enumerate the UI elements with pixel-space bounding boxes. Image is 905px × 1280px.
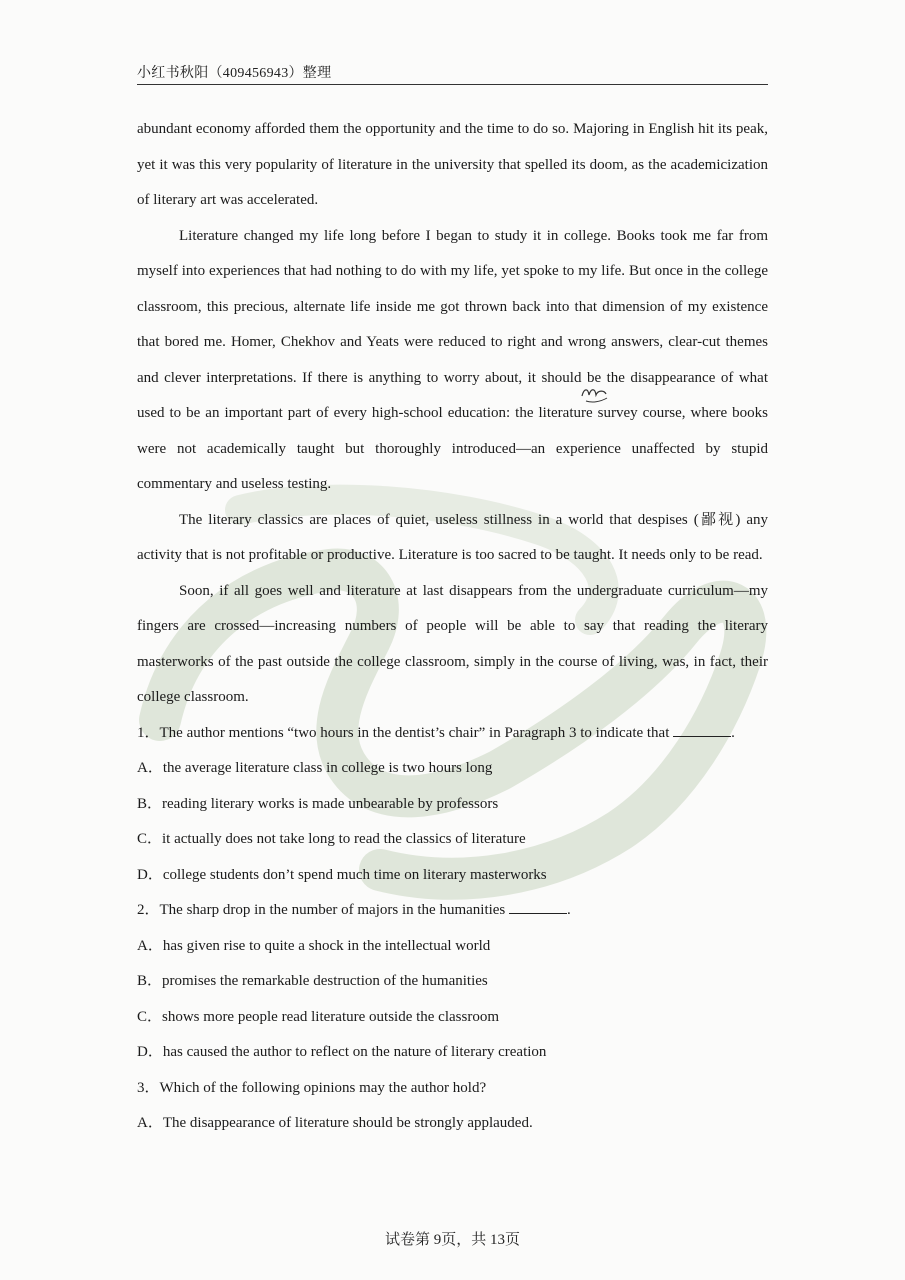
passage-paragraph: Soon, if all goes well and literature at last disappears from the undergraduate curriculum—my fingers are crossed—increasing numbers of people will be able to say that reading the literary masterworks of the past outside the college classroom, simply in the course of living, was, in fact, their college classroom. bbox=[137, 582, 768, 705]
question-1 bbox=[137, 716, 768, 752]
option-letter: C． bbox=[137, 831, 163, 847]
question-number: 2． bbox=[137, 902, 160, 918]
option-text: reading literary works is made unbearable by professors bbox=[162, 795, 499, 812]
question-stem: The sharp drop in the number of majors in the humanities bbox=[159, 902, 506, 918]
option-letter: C． bbox=[137, 1008, 163, 1025]
question-3 bbox=[137, 1071, 768, 1107]
question-end: . bbox=[567, 902, 571, 918]
option-item bbox=[137, 1106, 768, 1142]
option-text: has caused the author to reflect on the nature of literary creation bbox=[162, 1044, 547, 1060]
page-content bbox=[137, 112, 768, 1142]
option-item bbox=[137, 858, 768, 894]
option-letter: A． bbox=[137, 1115, 163, 1131]
option-text: the average literature class in college is two hours long bbox=[162, 760, 493, 776]
question-stem: Which of the following opinions may the author hold? bbox=[159, 1079, 487, 1096]
question-2 bbox=[137, 893, 768, 929]
option-item bbox=[137, 822, 768, 858]
option-item bbox=[137, 1000, 768, 1036]
header-divider bbox=[137, 84, 768, 85]
option-letter: D． bbox=[137, 1044, 163, 1060]
option-text: promises the remarkable destruction of the humanities bbox=[162, 973, 488, 989]
option-item bbox=[137, 1035, 768, 1071]
passage-paragraph: The literary classics are places of quiet, useless stillness in a world that despises (鄙视) any activity that is not profitable or productive. Literature is too sacred to be taught. It needs only to be read. bbox=[137, 511, 768, 563]
page-footer: 试卷第 9页，共 13页 bbox=[384, 1232, 520, 1248]
option-text: has given rise to quite a shock in the intellectual world bbox=[162, 937, 491, 954]
option-letter: A． bbox=[137, 760, 163, 776]
option-letter: D． bbox=[137, 866, 163, 883]
answer-blank bbox=[673, 722, 731, 737]
option-letter: B． bbox=[137, 795, 163, 812]
page-header: 小红书秋阳（409456943）整理 bbox=[137, 66, 332, 81]
option-item bbox=[137, 751, 768, 787]
option-letter: B． bbox=[137, 973, 163, 989]
option-letter: A． bbox=[137, 937, 163, 954]
option-text: it actually does not take long to read the classics of literature bbox=[162, 831, 526, 847]
question-number: 3． bbox=[137, 1079, 160, 1096]
option-item bbox=[137, 964, 768, 1000]
question-end: . bbox=[731, 724, 735, 741]
answer-blank bbox=[509, 899, 567, 914]
option-item bbox=[137, 787, 768, 823]
option-item bbox=[137, 929, 768, 965]
question-stem: The author mentions “two hours in the dentist’s chair” in Paragraph 3 to indicate that bbox=[159, 724, 670, 741]
question-number: 1． bbox=[137, 724, 160, 741]
passage-paragraph: abundant economy afforded them the opportunity and the time to do so. Majoring in English hit its peak, yet it was this very popularity of literature in the university that spelled its doom, as the academicization of literary art was accelerated. bbox=[137, 121, 768, 208]
option-text: shows more people read literature outside the classroom bbox=[162, 1008, 499, 1025]
option-text: college students don’t spend much time on literary masterworks bbox=[162, 866, 547, 883]
handwritten-mark bbox=[580, 382, 610, 404]
option-text: The disappearance of literature should be strongly applauded. bbox=[162, 1115, 533, 1131]
passage-paragraph: Literature changed my life long before I began to study it in college. Books took me far from myself into experiences that had nothing to do with my life, yet spoke to my life. But once in the college classroom, this precious, alternate life inside me got thrown back into that dimension of my existence that bored me. Homer, Chekhov and Yeats were reduced to right and wrong answers, clear-cut themes and clever interpretations. If there is anything to worry about, it should be the disappearance of what used to be an important part of every high-school education: the literature survey course, where books were not academically taught but thoroughly introduced—an experience unaffected by stupid commentary and useless testing. bbox=[137, 227, 768, 492]
